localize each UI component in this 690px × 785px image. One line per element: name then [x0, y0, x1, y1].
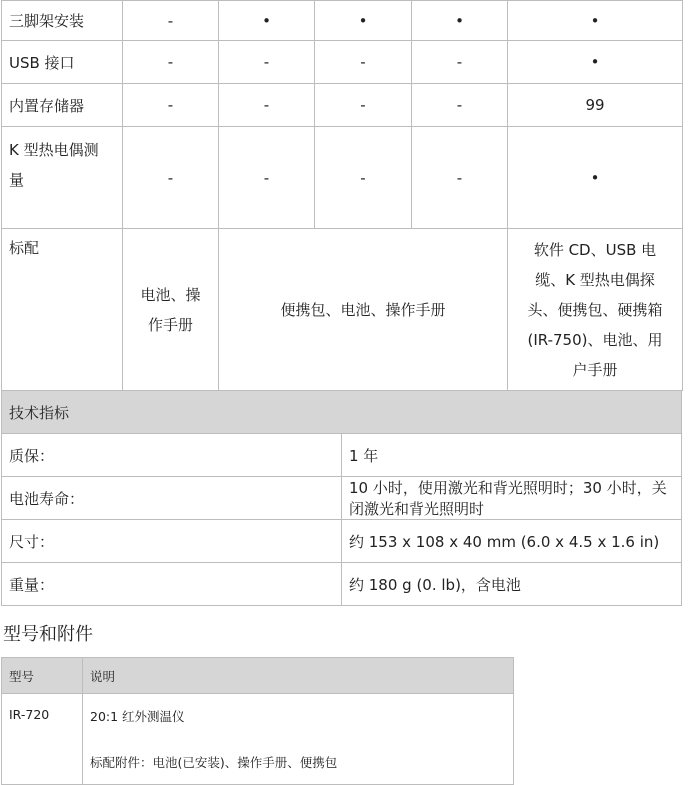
table-row — [2, 434, 682, 477]
table-cell: - — [412, 41, 508, 84]
cell-line: 户手册 — [572, 360, 618, 379]
spec-table — [1, 390, 682, 606]
row-label: USB 接口 — [2, 41, 123, 84]
spec-key: 质保： — [2, 434, 342, 477]
table-cell: - — [315, 41, 412, 84]
table-cell — [508, 229, 683, 391]
table-cell: • — [412, 1, 508, 41]
table-row — [2, 127, 683, 229]
table-cell: • — [219, 1, 315, 41]
cell-line: 电池、操 — [140, 285, 201, 304]
table-cell: - — [219, 41, 315, 84]
table-cell: - — [315, 127, 412, 229]
model-accessories-line: 标配附件：电池(已安装)、操作手册、便携包 — [90, 755, 338, 770]
cell-line: 头、便携包、硬携箱 — [527, 300, 663, 319]
column-header: 说明 — [83, 658, 514, 694]
spec-key: 电池寿命： — [2, 477, 342, 520]
cell-line: 软件 CD、USB 电 — [533, 240, 657, 259]
table-row — [2, 84, 683, 127]
column-header: 型号 — [2, 658, 83, 694]
table-cell: - — [123, 41, 219, 84]
table-cell: • — [508, 1, 683, 41]
table-cell: 便携包、电池、操作手册 — [219, 229, 508, 391]
row-label: 标配 — [2, 229, 123, 391]
table-row — [2, 477, 682, 520]
table-row — [2, 694, 514, 785]
table-cell: • — [508, 127, 683, 229]
section-title: 型号和附件 — [3, 624, 93, 645]
table-header-row — [2, 658, 514, 694]
cell-line: 作手册 — [147, 315, 193, 334]
spec-value: 10 小时，使用激光和背光照明时；30 小时，关闭激光和背光照明时 — [342, 477, 682, 520]
model-description — [83, 694, 514, 785]
spec-key: 尺寸： — [2, 520, 342, 563]
table-cell: - — [123, 1, 219, 41]
table-row — [2, 229, 683, 391]
table-cell — [123, 229, 219, 391]
table-cell: - — [219, 127, 315, 229]
row-label: 三脚架安装 — [2, 1, 123, 41]
table-row — [2, 563, 682, 606]
spec-value: 约 153 x 108 x 40 mm (6.0 x 4.5 x 1.6 in) — [342, 520, 682, 563]
table-row — [2, 1, 683, 41]
row-label: 内置存储器 — [2, 84, 123, 127]
table-row — [2, 41, 683, 84]
table-cell: - — [412, 84, 508, 127]
section-header: 技术指标 — [2, 391, 682, 434]
label-line: 量 — [9, 171, 25, 189]
label-line: K 型热电偶测 — [9, 141, 99, 159]
cell-line: 缆、K 型热电偶探 — [535, 270, 655, 289]
row-label — [2, 127, 123, 229]
table-header-row — [2, 391, 682, 434]
model-number: IR-720 — [2, 694, 83, 785]
table-cell: • — [508, 41, 683, 84]
feature-table — [1, 0, 683, 391]
table-cell: - — [123, 127, 219, 229]
cell-line: (IR-750)、电池、用 — [527, 330, 663, 349]
table-cell: 99 — [508, 84, 683, 127]
table-cell: - — [412, 127, 508, 229]
table-cell: - — [219, 84, 315, 127]
table-row — [2, 520, 682, 563]
models-table — [1, 657, 514, 785]
spec-value: 约 180 g (0. lb)，含电池 — [342, 563, 682, 606]
table-cell: - — [315, 84, 412, 127]
table-cell: - — [123, 84, 219, 127]
spec-key: 重量： — [2, 563, 342, 606]
table-cell: • — [315, 1, 412, 41]
spec-value: 1 年 — [342, 434, 682, 477]
model-desc-line: 20:1 红外测温仪 — [90, 709, 185, 724]
